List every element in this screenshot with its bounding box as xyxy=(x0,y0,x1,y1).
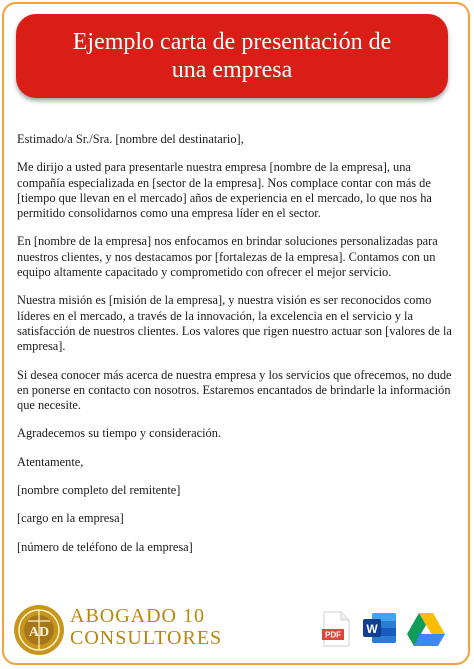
letter-greeting: Estimado/a Sr./Sra. [nombre del destinatario], xyxy=(17,132,244,146)
letter-thanks: Agradecemos su tiempo y consideración. xyxy=(17,426,222,441)
google-drive-icon[interactable] xyxy=(406,611,446,647)
letter-paragraph-2: En [nombre de la empresa] nos enfocamos en brindar soluciones personalizadas para nuestros clientes, y nos destacamos por [fortalezas de la empresa]. Contamos con un equipo altamente capacitado y comprometido con ofrecer el mejor servicio. xyxy=(17,234,438,280)
pdf-icon[interactable] xyxy=(322,611,350,647)
document-frame xyxy=(2,2,470,665)
letter-paragraph-1: Me dirijo a usted para presentarle nuestra empresa [nombre de la empresa], una compañía especializada en [sector de la empresa]. Nos complace contar con más de [tiempo que llevan en el mercado] años de experiencia en el mercado, lo que nos ha permitido consolidarnos como una empresa líder en el sector. xyxy=(17,160,432,221)
brand-name xyxy=(70,605,222,649)
sender-name: [nombre completo del remitente] xyxy=(17,483,181,498)
letter-paragraph-3: Nuestra misión es [misión de la empresa], y nuestra visión es ser reconocidos como líderes en el mercado, a través de la innovación, la excelencia en el servicio y la satisfacción de nuestros clientes. Los valores que rigen nuestro actuar son [valores de la empresa]. xyxy=(17,293,452,354)
pdf-label: PDF xyxy=(325,630,341,640)
title-line-2: una empresa xyxy=(171,57,293,83)
letter-body xyxy=(17,132,457,568)
word-label: W xyxy=(366,622,378,636)
logo-icon xyxy=(12,603,66,657)
footer xyxy=(4,597,468,663)
logo-text: AD xyxy=(28,625,50,640)
brand-line-1: ABOGADO 10 xyxy=(70,605,205,627)
word-icon[interactable] xyxy=(362,611,398,645)
letter-closing: Atentamente, xyxy=(17,454,84,469)
title-banner xyxy=(16,14,448,98)
brand-line-2: CONSULTORES xyxy=(70,627,223,649)
letter-paragraph-4: Si desea conocer más acerca de nuestra empresa y los servicios que ofrecemos, no dude en ponerse en contacto con nosotros. Estaremos encantados de brindarle la información que necesite. xyxy=(17,367,452,413)
title-line-1: Ejemplo carta de presentación de xyxy=(72,29,392,55)
sender-position: [cargo en la empresa] xyxy=(17,511,124,526)
sender-phone: [número de teléfono de la empresa] xyxy=(17,539,193,554)
